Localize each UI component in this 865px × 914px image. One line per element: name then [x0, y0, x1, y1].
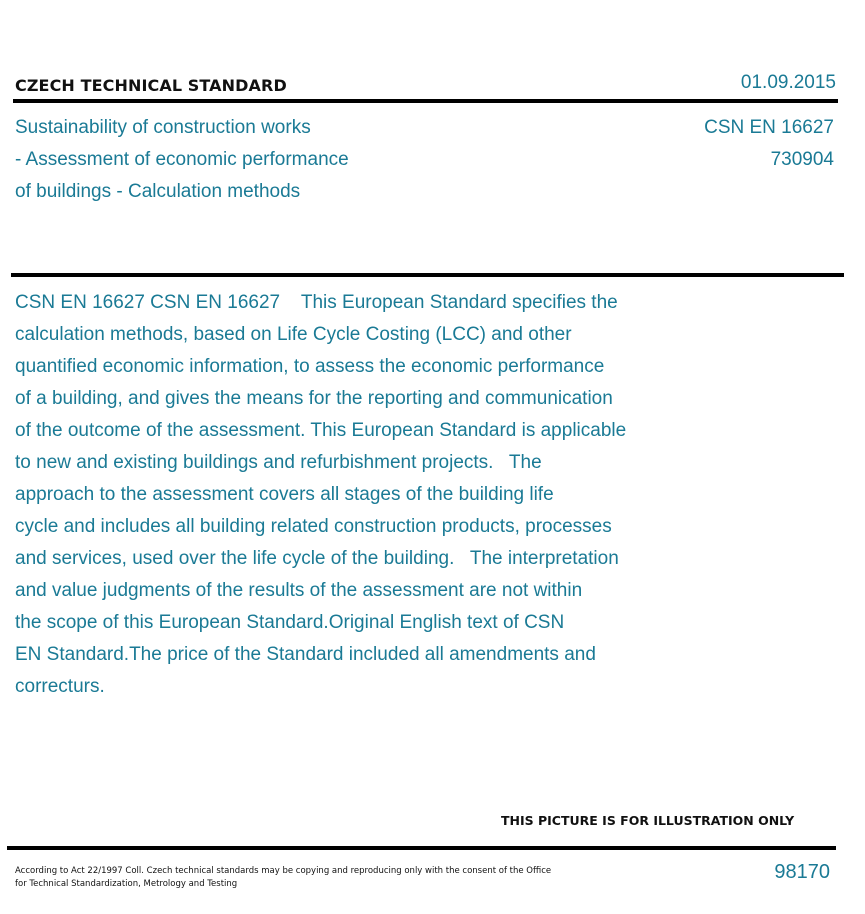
- standard-code: CSN EN 16627: [704, 117, 834, 138]
- abstract-line: to new and existing buildings and refurbishment projects. The: [15, 452, 542, 473]
- legal-notice-line: for Technical Standardization, Metrology and Testing: [15, 879, 238, 889]
- footer-rule: [7, 846, 836, 850]
- title-line-1: Sustainability of construction works: [15, 117, 311, 138]
- abstract-text: [15, 287, 735, 703]
- header-rule: [13, 99, 838, 103]
- abstract-line: quantified economic information, to assess the economic performance: [15, 356, 605, 377]
- title-line-2: - Assessment of economic performance: [15, 149, 349, 170]
- abstract-line: cycle and includes all building related construction products, processes: [15, 516, 612, 537]
- abstract-line: approach to the assessment covers all stages of the building life: [15, 484, 554, 505]
- abstract-line: correcturs.: [15, 676, 105, 697]
- standard-type-label: CZECH TECHNICAL STANDARD: [15, 76, 287, 95]
- legal-notice-line: According to Act 22/1997 Coll. Czech technical standards may be copying and reproducing only with the consent of the Office: [15, 866, 552, 876]
- illustration-disclaimer: THIS PICTURE IS FOR ILLUSTRATION ONLY: [501, 813, 795, 828]
- abstract-line: the scope of this European Standard.Original English text of CSN: [15, 612, 565, 633]
- catalog-number: 98170: [774, 861, 830, 883]
- publication-date: 01.09.2015: [740, 72, 836, 93]
- abstract-line: of the outcome of the assessment. This European Standard is applicable: [15, 420, 627, 441]
- abstract-line: CSN EN 16627 CSN EN 16627 This European Standard specifies the: [15, 292, 618, 313]
- abstract-line: calculation methods, based on Life Cycle Costing (LCC) and other: [15, 324, 572, 345]
- abstract-line: and services, used over the life cycle of the building. The interpretation: [15, 548, 619, 569]
- title-line-3: of buildings - Calculation methods: [15, 181, 301, 202]
- legal-notice: [15, 865, 551, 891]
- class-number: 730904: [770, 149, 834, 170]
- abstract-line: of a building, and gives the means for the reporting and communication: [15, 388, 613, 409]
- title-rule: [11, 273, 844, 277]
- abstract-line: EN Standard.The price of the Standard included all amendments and: [15, 644, 596, 665]
- abstract-line: and value judgments of the results of the assessment are not within: [15, 580, 583, 601]
